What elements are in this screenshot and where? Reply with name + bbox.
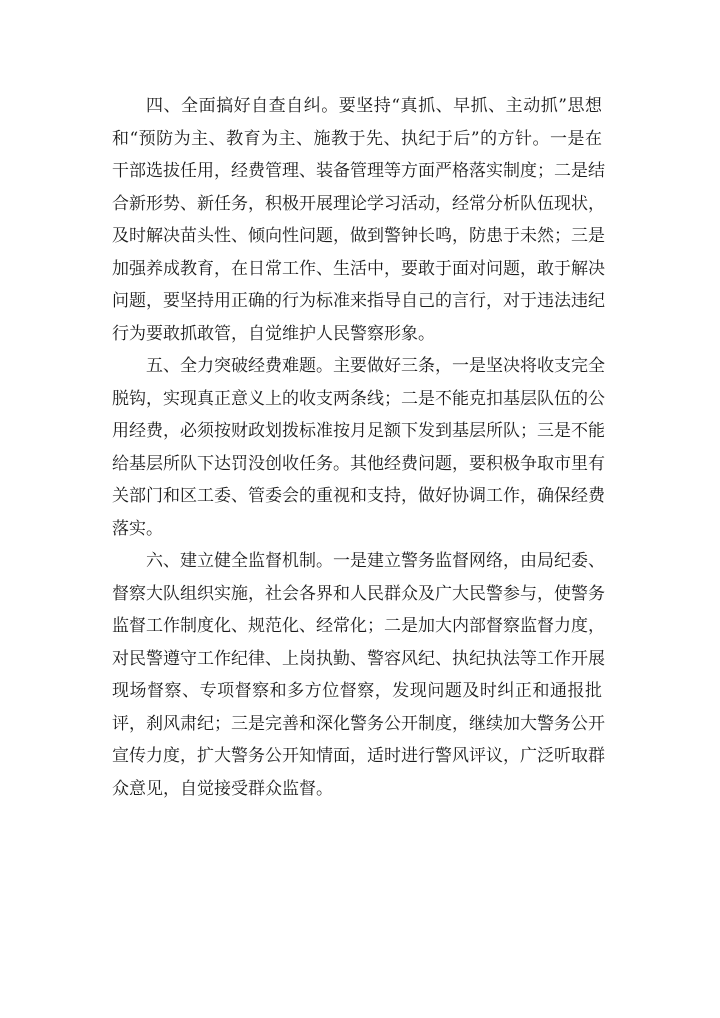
document-body bbox=[112, 90, 605, 805]
text-line: 用经费，必须按财政划拨标准按月足额下发到基层所队；三是不能 bbox=[112, 421, 605, 441]
text-line: 加强养成教育，在日常工作、生活中，要敢于面对问题，敢于解决 bbox=[112, 258, 605, 279]
text-line: 四、全面搞好自查自纠。要坚持“真抓、早抓、主动抓”思想 bbox=[146, 96, 602, 116]
text-line: 落实。 bbox=[112, 518, 163, 539]
text-line: 合新形势、新任务，积极开展理论学习活动，经常分析队伍现状， bbox=[112, 193, 605, 214]
text-line: 督察大队组织实施，社会各界和人民群众及广大民警参与，使警务 bbox=[112, 583, 605, 604]
paragraph-supervision bbox=[112, 545, 605, 805]
text-line: 干部选拔任用，经费管理、装备管理等方面严格落实制度；二是结 bbox=[112, 161, 605, 181]
text-line: 行为要敢抓敢管，自觉维护人民警察形象。 bbox=[112, 323, 435, 344]
paragraph-funding bbox=[112, 350, 605, 545]
text-line: 现场督察、专项督察和多方位督察，发现问题及时纠正和通报批 bbox=[112, 681, 602, 701]
paragraph-self-inspection bbox=[112, 90, 605, 350]
text-line: 问题，要坚持用正确的行为标准来指导自己的言行，对于违法违纪 bbox=[112, 291, 605, 311]
text-line: 和“预防为主、教育为主、施教于先、执纪于后”的方针。一是在 bbox=[112, 128, 602, 149]
text-line: 及时解决苗头性、倾向性问题，做到警钟长鸣，防患于未然；三是 bbox=[112, 226, 605, 246]
text-line: 脱钩，实现真正意义上的收支两条线；二是不能克扣基层队伍的公 bbox=[112, 388, 605, 409]
text-line: 宣传力度，扩大警务公开知情面，适时进行警风评议，广泛听取群 bbox=[112, 746, 605, 766]
text-line: 监督工作制度化、规范化、经常化；二是加大内部督察监督力度， bbox=[112, 616, 605, 636]
text-line: 五、全力突破经费难题。主要做好三条，一是坚决将收支完全 bbox=[146, 356, 605, 376]
text-line: 众意见，自觉接受群众监督。 bbox=[112, 778, 333, 799]
text-line: 给基层所队下达罚没创收任务。其他经费问题，要积极争取市里有 bbox=[112, 453, 605, 474]
text-line: 评，刹风肃纪；三是完善和深化警务公开制度，继续加大警务公开 bbox=[112, 713, 605, 734]
text-line: 对民警遵守工作纪律、上岗执勤、警容风纪、执纪执法等工作开展 bbox=[112, 648, 605, 669]
text-line: 六、建立健全监督机制。一是建立警务监督网络，由局纪委、 bbox=[146, 551, 605, 571]
text-line: 关部门和区工委、管委会的重视和支持，做好协调工作，确保经费 bbox=[112, 486, 605, 506]
